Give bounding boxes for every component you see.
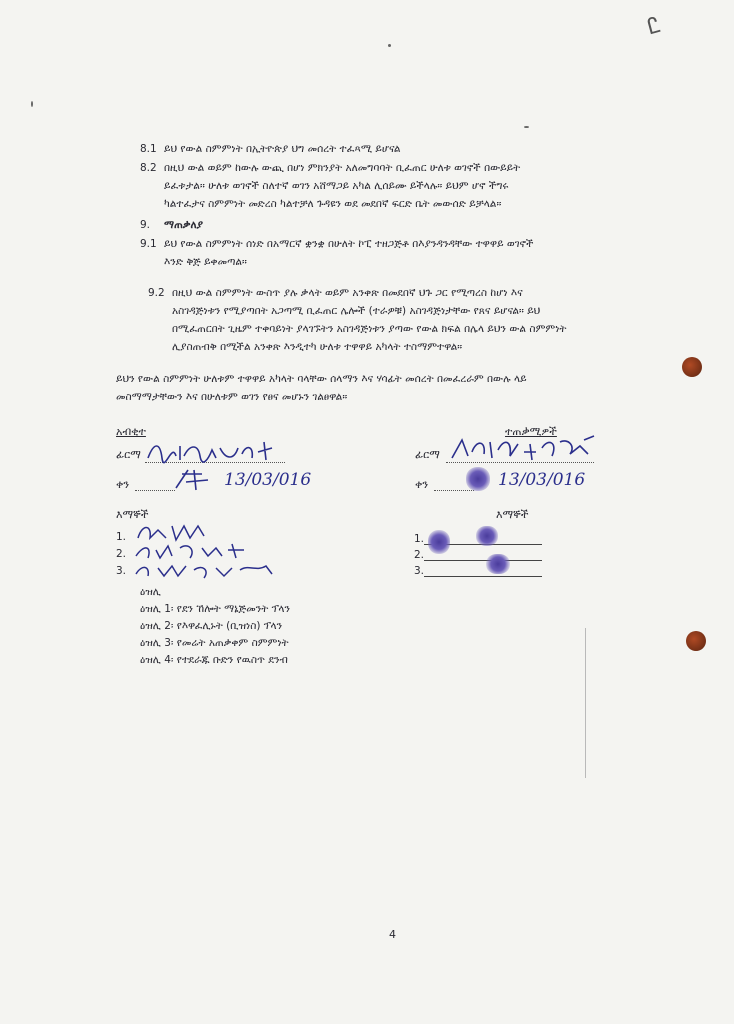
left-date-line — [135, 490, 175, 491]
annex-item: ዕዝሊ 2፡ የእዋፈሊኑት (ቢዝነስ) ፕላን — [140, 620, 283, 632]
page-number: 4 — [389, 928, 396, 941]
speck — [31, 101, 33, 107]
right-date-label: ቀን — [415, 478, 429, 491]
clause-text-line: በዚህ ውል ስምምነት ውስጥ ያሉ ቃላት ወይም አንቀጽ በመደበኛ ህጉ ጋር የሚጣረስ ከሆነ እና — [172, 287, 523, 299]
witness-thumbprint — [476, 526, 498, 546]
right-thumbprint — [466, 467, 490, 491]
witness-number: 3. — [116, 565, 127, 577]
right-signature — [448, 432, 598, 464]
annex-item: ዕዝሊ 4፡ የተደራጁ ቡድን የዉስጥ ደንብ — [140, 654, 288, 666]
corner-mark: Ꮭ — [644, 12, 664, 41]
speck — [524, 126, 529, 128]
section-number: 9. — [140, 219, 151, 231]
clause-number: 8.1 — [140, 143, 157, 155]
annex-item: ዕዝሊ 1፡ የደን ኸሎት ማኔጅመንት ፕላን — [140, 603, 290, 615]
scan-line — [585, 628, 586, 778]
clause-text-line: በዚህ ውል ወይም ከውሉ ውጪ በሆነ ምክንያት አለመግባባት ቢፈጠር ሁለቱ ወገኖች በውይይት — [164, 162, 521, 174]
clause-number: 8.2 — [140, 162, 157, 174]
punch-hole — [682, 357, 702, 377]
witness-line — [424, 560, 542, 561]
right-sign-label: ፊርማ — [415, 448, 440, 461]
witness-number: 2. — [116, 548, 127, 560]
right-date-line — [434, 490, 474, 491]
witness-number: 1. — [414, 533, 425, 545]
closing-text-line: መስማማታቸውን እና በሁለቱም ወገን የፀና መሆኑን ገልፀዋል። — [116, 391, 348, 403]
right-date-value: 13/03/016 — [498, 470, 586, 490]
witness-number: 1. — [116, 531, 127, 543]
clause-text-line: በሚፈጠርበት ጊዜም ተቀባይነት ያላገኙትን አስገዳጅነቱን ያጣው የውል ክፍል በሌላ ይህን ውል ስምምነት — [172, 323, 567, 335]
witness-thumbprint — [428, 530, 450, 554]
clause-text-line: ይህ የውል ስምምነት በኢትዮጵያ ህግ መሰረት ተፈጻሚ ይሆናል — [164, 143, 401, 155]
left-party-title: አብቂተ — [116, 425, 146, 438]
speck — [388, 44, 391, 47]
witness-number: 2. — [414, 549, 425, 561]
witness-number: 3. — [414, 565, 425, 577]
left-date-scribble — [172, 466, 212, 492]
left-witness-label: እማኞች — [116, 508, 149, 521]
clause-text-line: ይፈቱታል። ሁለቱ ወገኖች ስለተኛ ወገን አሸማጋይ አካል ሊሰይሙ ይችላሉ። ይህም ሆኖ ችግሩ — [164, 180, 509, 192]
left-sign-label: ፊርማ — [116, 448, 141, 461]
clause-text-line: እንድ ቅጅ ይቀመጣል። — [164, 256, 247, 268]
closing-text-line: ይህን የውል ስምምነት ሁለቱም ተዋዋይ አካላት ባላቸው ሰላማን እና ሃሳፊት መሰረት በመፈረራም በውሉ ላይ — [116, 373, 527, 385]
left-date-value: 13/03/016 — [224, 470, 312, 490]
left-signature — [146, 438, 278, 464]
clause-text-line: ይህ የውል ስምምነት ሰነድ በአማርኛ ቋንቋ በሁለት ኮፒ ተዘጋጅቶ በእያንዳንዳቸው ተዋዋይ ወገኖች — [164, 238, 534, 250]
punch-hole — [686, 631, 706, 651]
right-witness-label: እማኞች — [496, 508, 529, 521]
right-party-title: ተጠቃሚዎች — [505, 425, 557, 438]
clause-text-line: ሊያስጠብቅ በሚችል አንቀጽ እንዲተካ ሁለቱ ተዋዋይ አካላት ተስማምተዋል። — [172, 341, 463, 353]
annex-item: ዕዝሊ 3፡ የመሬት አጠቃቀም ስምምነት — [140, 637, 289, 649]
left-witness-signatures — [132, 520, 282, 582]
clause-number: 9.2 — [148, 287, 165, 299]
clause-number: 9.1 — [140, 238, 157, 250]
left-date-label: ቀን — [116, 478, 130, 491]
annex-title: ዕዝሊ — [140, 586, 161, 598]
clause-text-line: አስገዳጅነቱን የሚያጣበት አጋጣሚ ቢፈጠር ሌሎች (ተራዎቹ) አስገዳጅነታቸው የጸና ይሆናል። ይህ — [172, 305, 541, 317]
witness-thumbprint — [486, 554, 510, 574]
clause-text-line: ካልተፈታና ስምምነት መድረስ ካልተቻለ ጉዳዩን ወደ መደበኛ ፍርድ ቤት መውሰድ ይቻላል። — [164, 198, 502, 210]
section-heading: ማጠቃለያ — [164, 219, 204, 231]
witness-line — [424, 576, 542, 577]
